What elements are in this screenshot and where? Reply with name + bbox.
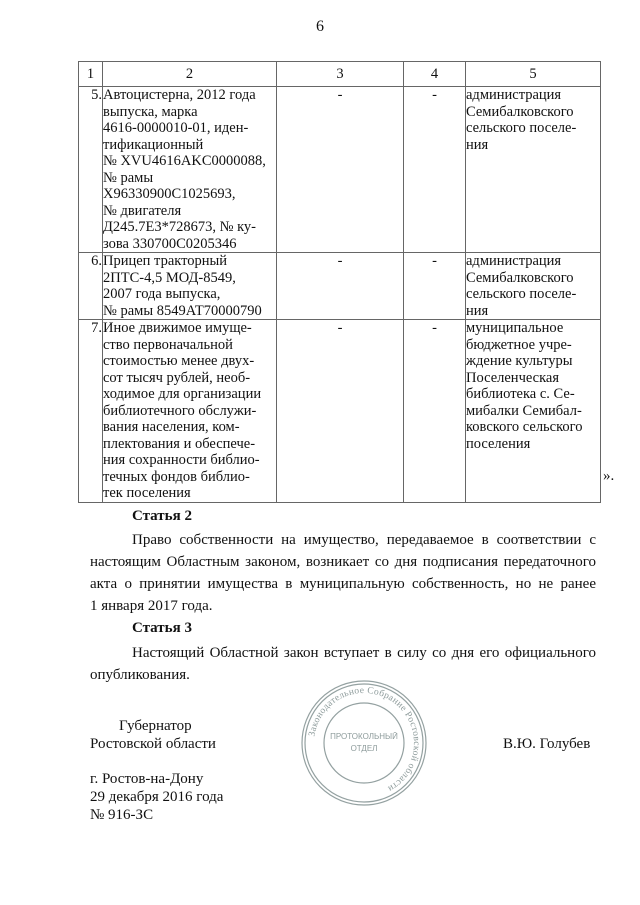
row-number-cell: 7. [79,320,103,503]
article-2-line: настоящим Областным законом, возникает со дня подписания передаточного [90,554,596,570]
col4-cell: - [404,253,466,320]
property-name-cell [103,253,277,320]
recipient-cell [466,253,601,320]
signing-place: г. Ростов-на-Дону [90,771,204,787]
property-name-line: сот тысяч рублей, необ- [103,369,251,386]
property-name-cell [103,87,277,253]
governor-name: В.Ю. Голубев [503,736,591,752]
col4-cell: - [404,320,466,503]
governor-title-line1: Губернатор [119,718,192,734]
recipient-line: ковского сельского [466,419,583,435]
property-name-line: ния сохранности библио- [103,452,260,468]
article-2-line: 1 января 2017 года. [90,598,213,614]
col3-cell: - [277,253,404,320]
property-name-line: выпуска, марка [103,103,198,120]
stamp-center-line2: ОТДЕЛ [350,744,378,753]
recipient-line: бюджетное учре- [466,336,572,353]
stamp-inner-ring [305,684,423,802]
signing-date: 29 декабря 2016 года [90,789,224,805]
property-name-line: 2007 года выпуска, [103,286,221,302]
table-header-row [79,62,601,87]
recipient-line: Семибалковского [466,103,574,120]
property-table [78,61,601,503]
stamp-ring-text: Законодательное Собрание Ростовской области [307,685,422,794]
col3-cell: - [277,87,404,253]
table-header-cell: 2 [103,62,277,87]
article-2-line: Право собственности на имущество, передаваемое в соответствии с [132,532,596,548]
property-name-line: Автоцистерна, 2012 года [103,87,256,103]
recipient-line: администрация [466,87,562,103]
recipient-line: ния [466,136,489,153]
col4-cell: - [404,87,466,253]
stamp-center-ring [324,703,404,783]
property-name-line: X96330900C1025693, [103,186,236,202]
table-header-cell: 1 [79,62,103,87]
property-name-line: стоимостью менее двух- [103,353,255,369]
property-name-line: № рамы 8549АТ70000790 [103,302,262,319]
stamp-center-line1: ПРОТОКОЛЬНЫЙ [330,732,398,741]
recipient-line: муниципальное [466,320,564,336]
row-number-cell: 5. [79,87,103,253]
closing-quote: ». [603,468,615,484]
col3-cell: - [277,320,404,503]
article-3-heading: Статья 3 [132,620,192,636]
table-header-cell: 3 [277,62,404,87]
property-name-line: Д245.7Е3*728673, № ку- [103,219,257,235]
article-2-text [90,529,596,617]
recipient-line: ния [466,302,489,319]
property-name-line: № двигателя [103,202,182,219]
recipient-cell [466,320,601,503]
recipient-cell [466,87,601,253]
property-name-line: зова 330700С0205346 [103,235,237,252]
recipient-line: Поселенческая [466,369,560,386]
property-name-cell [103,320,277,503]
table-header-cell: 5 [466,62,601,87]
law-number: № 916-ЗС [90,807,154,823]
article-3-line: Настоящий Областной закон вступает в силу со дня его официального [132,645,596,661]
recipient-line: сельского поселе- [466,286,577,302]
property-name-line: вания населения, ком- [103,419,240,435]
property-name-line: тек поселения [103,485,191,501]
property-name-line: 4616-0000010-01, иден- [103,120,249,136]
property-name-line: № XVU4616AKC0000088, [103,153,266,169]
governor-title-line2: Ростовской области [90,736,216,752]
stamp-outer-ring [302,681,426,805]
recipient-line: библиотека с. Се- [466,386,575,402]
table-header-cell: 4 [404,62,466,87]
property-name-line: № рамы [103,169,154,186]
property-name-line: тификационный [103,136,204,153]
row-number-cell: 6. [79,253,103,320]
recipient-line: администрация [466,253,562,269]
property-name-line: плектования и обеспече- [103,435,256,452]
table-row [79,320,601,503]
article-3-line: опубликования. [90,667,190,683]
recipient-line: мибалки Семибал- [466,402,582,419]
property-name-line: ходимое для организации [103,386,262,402]
property-name-line: Прицеп тракторный [103,253,228,269]
article-2-line: акта о принятии имущества в муниципальную собственность, но не ранее [90,576,596,592]
property-name-line: течных фондов библио- [103,468,250,485]
property-name-line: Иное движимое имуще- [103,320,252,336]
article-2-heading: Статья 2 [132,508,192,524]
table-row [79,87,601,253]
recipient-line: ждение культуры [466,353,573,369]
property-name-line: библиотечного обслужи- [103,402,257,419]
recipient-line: поселения [466,435,531,452]
recipient-line: Семибалковского [466,269,574,286]
page-number: 6 [316,18,324,35]
property-name-line: ство первоначальной [103,336,233,353]
recipient-line: сельского поселе- [466,120,577,136]
property-name-line: 2ПТС-4,5 МОД-8549, [103,269,236,286]
table-row [79,253,601,320]
official-stamp [300,679,428,807]
